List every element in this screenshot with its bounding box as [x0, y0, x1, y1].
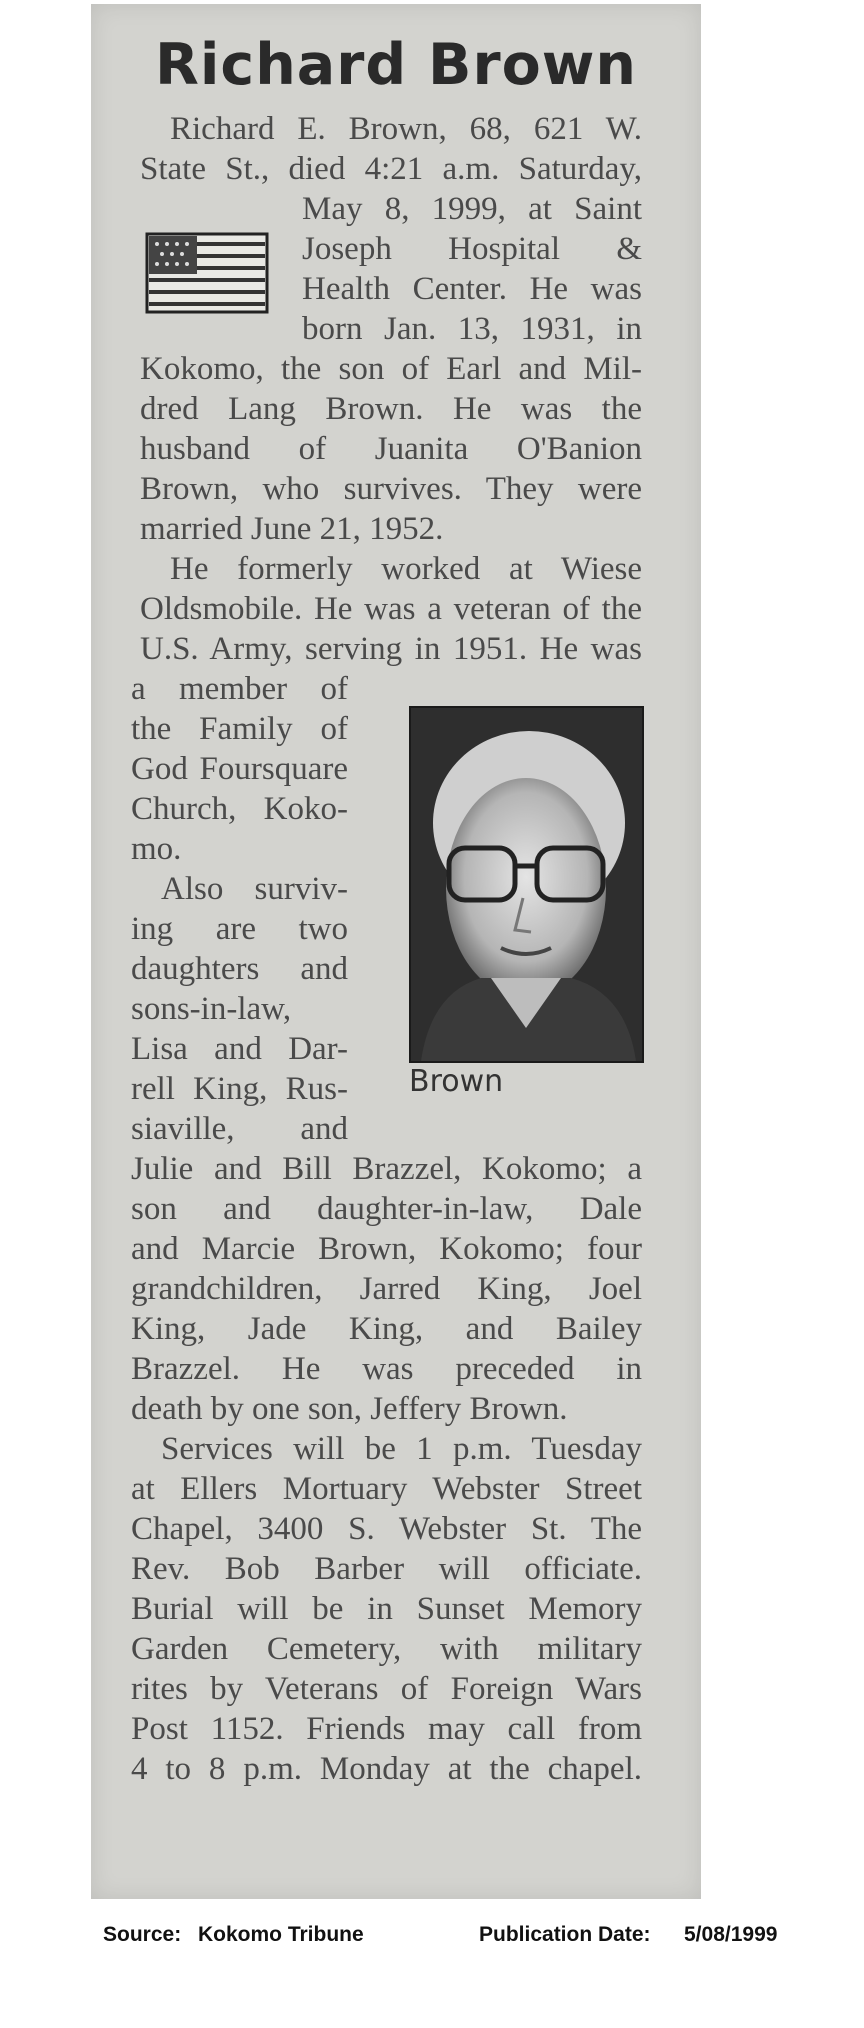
text-line: Also surviv-	[161, 871, 348, 907]
text-line: death by one son, Jeffery Brown.	[131, 1391, 568, 1427]
text-line: Church, Koko-	[131, 791, 348, 827]
publication-date-label: Publication Date:	[479, 1923, 651, 1946]
text-line: Richard E. Brown, 68, 621 W.	[170, 111, 642, 147]
text-line: Joseph Hospital &	[302, 231, 642, 267]
text-line: Garden Cemetery, with military	[131, 1631, 642, 1667]
text-line: dred Lang Brown. He was the	[140, 391, 642, 427]
text-line: Health Center. He was	[302, 271, 642, 307]
text-line: God Foursquare	[131, 751, 348, 787]
text-line: Rev. Bob Barber will officiate.	[131, 1551, 642, 1587]
text-line: State St., died 4:21 a.m. Saturday,	[140, 151, 642, 187]
text-line: rites by Veterans of Foreign Wars	[131, 1671, 642, 1707]
portrait-image	[411, 708, 642, 1061]
source-value: Kokomo Tribune	[198, 1923, 364, 1946]
text-line: Services will be 1 p.m. Tuesday	[161, 1431, 642, 1467]
text-line: 4 to 8 p.m. Monday at the chapel.	[131, 1751, 642, 1787]
obituary-text-top	[140, 109, 642, 189]
obituary-text-beside-photo	[131, 669, 348, 1149]
photo-caption: Brown	[409, 1064, 504, 1099]
obituary-text-beside-flag	[302, 189, 642, 349]
text-line: U.S. Army, serving in 1951. He was	[140, 631, 642, 667]
text-line: the Family of	[131, 711, 348, 747]
obituary-text-middle	[140, 349, 642, 669]
text-line: born Jan. 13, 1931, in	[302, 311, 642, 347]
text-line: Brown, who survives. They were	[140, 471, 642, 507]
text-line: Oldsmobile. He was a veteran of the	[140, 591, 642, 627]
text-line: mo.	[131, 831, 182, 867]
text-line: Chapel, 3400 S. Webster St. The	[131, 1511, 642, 1547]
text-line: He formerly worked at Wiese	[170, 551, 642, 587]
obituary-text-bottom	[131, 1149, 642, 1789]
text-line: and Marcie Brown, Kokomo; four	[131, 1231, 642, 1267]
portrait-photo	[409, 706, 644, 1063]
text-line: King, Jade King, and Bailey	[131, 1311, 642, 1347]
text-line: Post 1152. Friends may call from	[131, 1711, 642, 1747]
text-line: at Ellers Mortuary Webster Street	[131, 1471, 642, 1507]
american-flag-icon	[145, 232, 269, 314]
text-line: Lisa and Dar-	[131, 1031, 348, 1067]
text-line: rell King, Rus-	[131, 1071, 348, 1107]
text-line: son and daughter-in-law, Dale	[131, 1191, 642, 1227]
text-line: Kokomo, the son of Earl and Mil-	[140, 351, 642, 387]
publication-date-value: 5/08/1999	[684, 1923, 778, 1946]
text-line: married June 21, 1952.	[140, 511, 444, 547]
text-line: a member of	[131, 671, 348, 707]
text-line: Burial will be in Sunset Memory	[131, 1591, 642, 1627]
text-line: sons-in-law,	[131, 991, 292, 1027]
source-label: Source:	[103, 1923, 182, 1946]
text-line: ing are two	[131, 911, 348, 947]
text-line: siaville, and	[131, 1111, 348, 1147]
text-line: husband of Juanita O'Banion	[140, 431, 642, 467]
newspaper-clipping	[91, 4, 701, 1899]
text-line: grandchildren, Jarred King, Joel	[131, 1271, 642, 1307]
text-line: daughters and	[131, 951, 348, 987]
text-line: May 8, 1999, at Saint	[302, 191, 642, 227]
text-line: Brazzel. He was preceded in	[131, 1351, 642, 1387]
obituary-headline: Richard Brown	[155, 32, 637, 98]
text-line: Julie and Bill Brazzel, Kokomo; a	[131, 1151, 642, 1187]
